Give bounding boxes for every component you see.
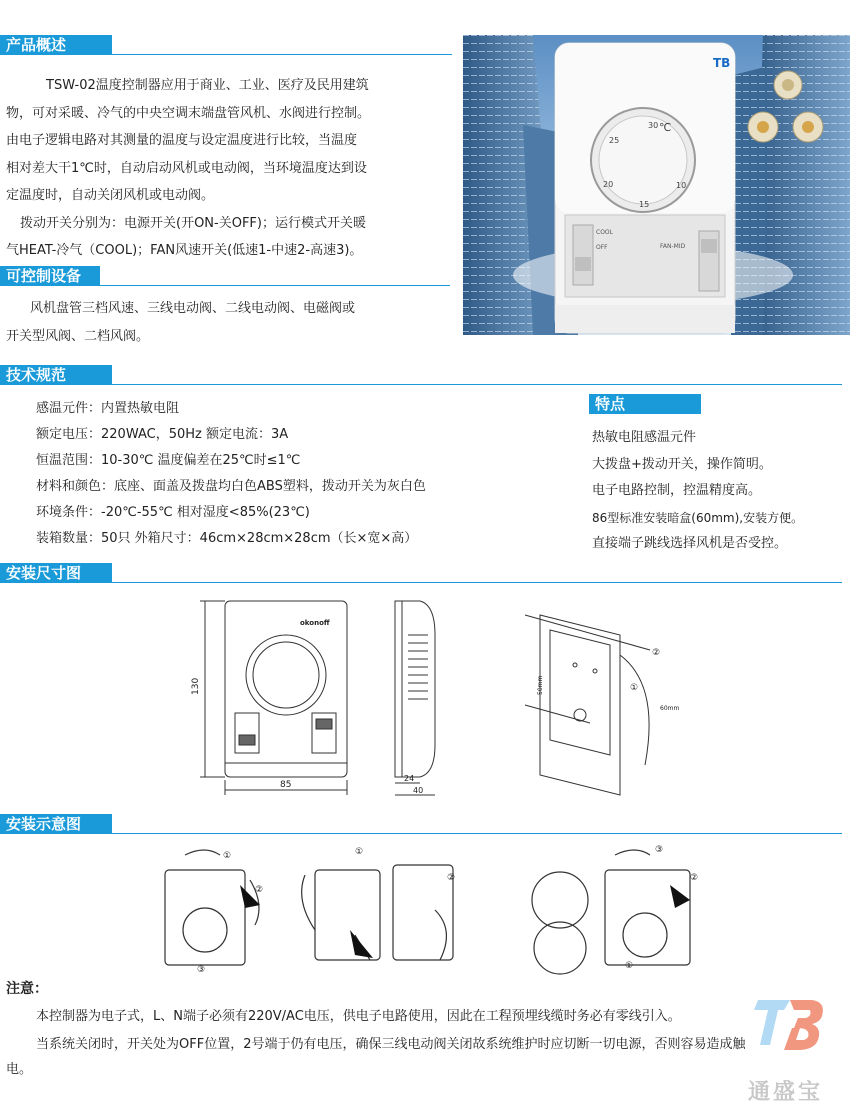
side-view-drawing	[395, 601, 435, 795]
section-line-specs	[112, 384, 842, 385]
install-step1-device	[165, 870, 245, 965]
box-label: 60mm	[660, 705, 680, 712]
feature-item: 直接端子跳线选择风机是否受控。	[592, 536, 788, 551]
dial-label: ℃	[659, 121, 672, 134]
brand-label: okonoff	[300, 619, 330, 627]
install-step3-device	[393, 865, 456, 960]
section-line-devices	[100, 285, 450, 286]
spec-item: 环境条件：-20℃-55℃ 相对湿度<85%(23℃)	[36, 505, 310, 520]
section-header-devices: 可控制设备	[0, 266, 100, 286]
note-line: 电。	[6, 1062, 33, 1077]
install-step-label: ③	[655, 845, 664, 855]
note-line: 本控制器为电子式，L、N端子必须有220V/AC电压，供电子电路使用，因此在工程预埋线缆时务必有零线引入。	[36, 1009, 681, 1024]
note-title: 注意：	[6, 981, 48, 997]
dial-label: 30	[648, 121, 659, 130]
product-photo	[463, 35, 850, 335]
step-label: ②	[652, 648, 661, 658]
dial-label: 15	[639, 200, 650, 209]
overview-line: 拨动开关分别为：电源开关(开ON-关OFF)；运行模式开关暖	[20, 215, 366, 231]
front-view-drawing	[200, 601, 347, 795]
overview-line: 相对差大干1℃时，自动启动风机或电动阀，当环境温度达到设	[6, 160, 367, 176]
dial-label: 10	[676, 181, 687, 190]
logo-mark: TB	[713, 56, 731, 70]
section-line-overview	[112, 54, 452, 55]
install-step2-device	[315, 870, 380, 960]
spec-item: 装箱数量：50只 外箱尺寸：46cm×28cm×28cm（长×宽×高）	[36, 531, 418, 546]
feature-item: 热敏电阻感温元件	[592, 430, 697, 445]
switch-label: OFF	[596, 244, 608, 251]
section-line-install	[112, 833, 842, 834]
section-header-specs: 技术规范	[0, 365, 112, 385]
switch-label: FAN-MID	[660, 243, 686, 250]
overview-line: 定温度时，自动关闭风机或电动阀。	[6, 188, 215, 203]
section-header-overview: 产品概述	[0, 35, 112, 55]
spec-item: 感温元件：内置热敏电阻	[36, 401, 180, 416]
features-list	[592, 425, 842, 558]
feature-item: 86型标准安装暗盒(60mm),安装方便。	[592, 510, 804, 525]
overview-line: 由电子逻辑电路对其测量的温度与设定温度进行比较，当温度	[6, 133, 358, 148]
devices-line: 风机盘管三档风速、三线电动阀、二线电动阀、电磁阀或	[30, 301, 356, 316]
spec-item: 额定电压：220WAC，50Hz 额定电流：3A	[36, 427, 289, 442]
spec-item: 材料和颜色：底座、面盖及拨盘均白色ABS塑料，拨动开关为灰白色	[36, 479, 426, 494]
mounting-view-drawing	[525, 615, 650, 795]
feature-item: 电子电路控制，控温精度高。	[592, 483, 762, 498]
note-line: 当系统关闭时，开关处为OFF位置，2号端于仍有电压，确保三线电动阀关闭故系统维护时应切断一切电源，否则容易造成触	[36, 1037, 746, 1052]
overview-line: TSW-02温度控制器应用于商业、工业、医疗及民用建筑	[46, 78, 369, 93]
depth1-label: 24	[404, 774, 415, 783]
switch-label: COOL	[596, 229, 613, 236]
overview-line: 物，可对采暖、冷气的中央空调末端盘管风机、水阀进行控制。	[6, 105, 371, 121]
dial-label: 20	[603, 180, 614, 189]
install-step4-device	[605, 870, 690, 965]
depth2-label: 40	[413, 786, 424, 795]
devices-text	[6, 295, 456, 350]
install-step-label: ①	[223, 851, 232, 861]
section-header-dimensions: 安装尺寸图	[0, 563, 112, 583]
section-header-features: 特点	[589, 394, 701, 414]
overview-text	[6, 72, 456, 265]
section-header-install: 安装示意图	[0, 814, 112, 834]
install-step-label: ①	[355, 847, 364, 857]
height-label: 130	[191, 677, 201, 695]
hole-label: 50mm	[537, 675, 544, 695]
section-line-dimensions	[112, 582, 842, 583]
product-photo-svg	[463, 35, 850, 335]
install-step-label: ①	[625, 961, 634, 971]
dial-label: 25	[609, 136, 620, 145]
watermark-logo-icon	[750, 990, 830, 1055]
spec-item: 恒温范围：10-30℃ 温度偏差在25℃时≤1℃	[36, 453, 301, 468]
install-step-label: ②	[447, 873, 456, 883]
devices-line: 开关型风阀、二档风阀。	[6, 328, 150, 344]
install-step-label: ②	[690, 873, 699, 883]
install-illustration	[155, 840, 700, 975]
watermark-text: 通盛宝	[748, 1079, 824, 1105]
dimension-drawings	[190, 595, 690, 800]
specs-list	[36, 396, 516, 552]
width-label: 85	[280, 780, 292, 790]
step-label: ①	[630, 683, 639, 693]
overview-line: 气HEAT-冷气（COOL)；FAN风速开关(低速1-中速2-高速3)。	[6, 243, 363, 258]
install-step-label: ③	[197, 965, 206, 975]
feature-item: 大拨盘+拨动开关，操作简明。	[592, 456, 772, 472]
install-step-label: ②	[255, 885, 264, 895]
